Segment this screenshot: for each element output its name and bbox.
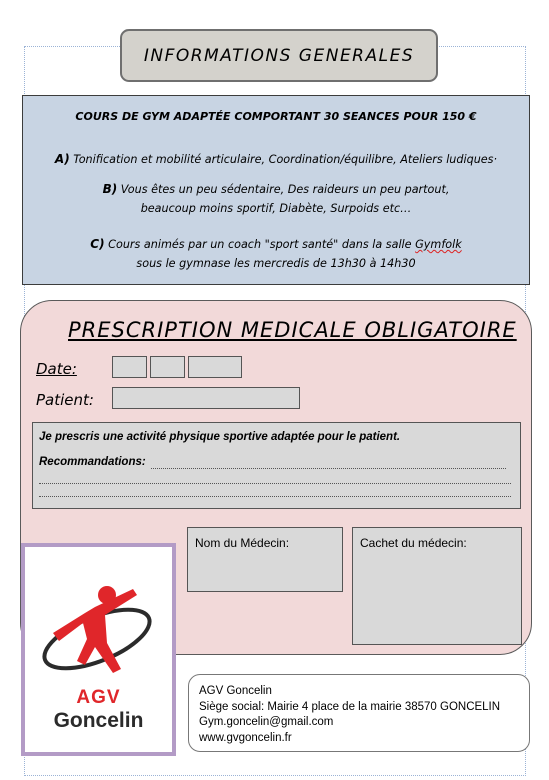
recommendations-label: Recommandations: — [39, 456, 146, 468]
date-day-field[interactable] — [112, 356, 147, 378]
info-point-c-line1 — [23, 237, 529, 251]
contact-address: Siège social: Mairie 4 place de la mairie 38570 GONCELIN — [199, 700, 501, 713]
info-point-b-line1 — [23, 182, 529, 196]
info-point-c-line2: sous le gymnase les mercredis de 13h30 à 14h30 — [136, 257, 416, 270]
doctor-name-label: Nom du Médecin: — [195, 536, 290, 550]
gymnast-figure-icon — [25, 547, 172, 687]
patient-label: Patient: — [36, 391, 94, 409]
prescription-text-panel[interactable] — [32, 422, 521, 509]
info-point-c-letter: C) — [90, 237, 105, 251]
course-info-box — [22, 95, 530, 285]
contact-website[interactable]: www.gvgoncelin.fr — [199, 731, 292, 744]
doctor-stamp-box[interactable] — [352, 527, 522, 645]
recommendations-line-3 — [39, 496, 511, 497]
recommendations-line-1 — [151, 468, 506, 469]
contact-email[interactable]: Gym.goncelin@gmail.com — [199, 716, 334, 728]
general-info-header — [120, 29, 438, 82]
logo-goncelin-text: Goncelin — [53, 709, 144, 732]
info-point-a-letter: A) — [54, 152, 70, 166]
info-point-a — [23, 152, 529, 166]
contact-org: AGV Goncelin — [199, 685, 272, 697]
gymfolk-room-name: Gymfolk — [415, 238, 462, 251]
header-title: INFORMATIONS GENERALES — [143, 45, 415, 66]
date-label: Date: — [36, 360, 77, 378]
doctor-name-box[interactable] — [187, 527, 343, 592]
prescription-title: PRESCRIPTION MEDICALE OBLIGATOIRE — [68, 318, 517, 342]
date-year-field[interactable] — [188, 356, 242, 378]
info-point-b-text1: Vous êtes un peu sédentaire, Des raideurs un peu partout, — [120, 183, 450, 196]
patient-field[interactable] — [112, 387, 300, 409]
info-point-a-text: Tonification et mobilité articulaire, Coordination/équilibre, Ateliers ludiques· — [73, 153, 498, 166]
date-month-field[interactable] — [150, 356, 185, 378]
info-point-b-letter: B) — [102, 182, 118, 196]
agv-logo — [21, 543, 176, 756]
info-point-b-line2: beaucoup moins sportif, Diabète, Surpoids etc… — [140, 202, 412, 215]
logo-agv-text: AGV — [76, 687, 121, 708]
recommendations-line-2 — [39, 483, 511, 484]
doctor-stamp-label: Cachet du médecin: — [360, 536, 467, 550]
contact-info-box — [188, 674, 530, 752]
info-point-c-text1: Cours animés par un coach "sport santé" dans la salle — [108, 238, 412, 251]
course-info-title: COURS DE GYM ADAPTÉE COMPORTANT 30 SEANCES POUR 150 € — [75, 110, 477, 123]
prescription-statement: Je prescris une activité physique sportive adaptée pour le patient. — [39, 431, 401, 443]
